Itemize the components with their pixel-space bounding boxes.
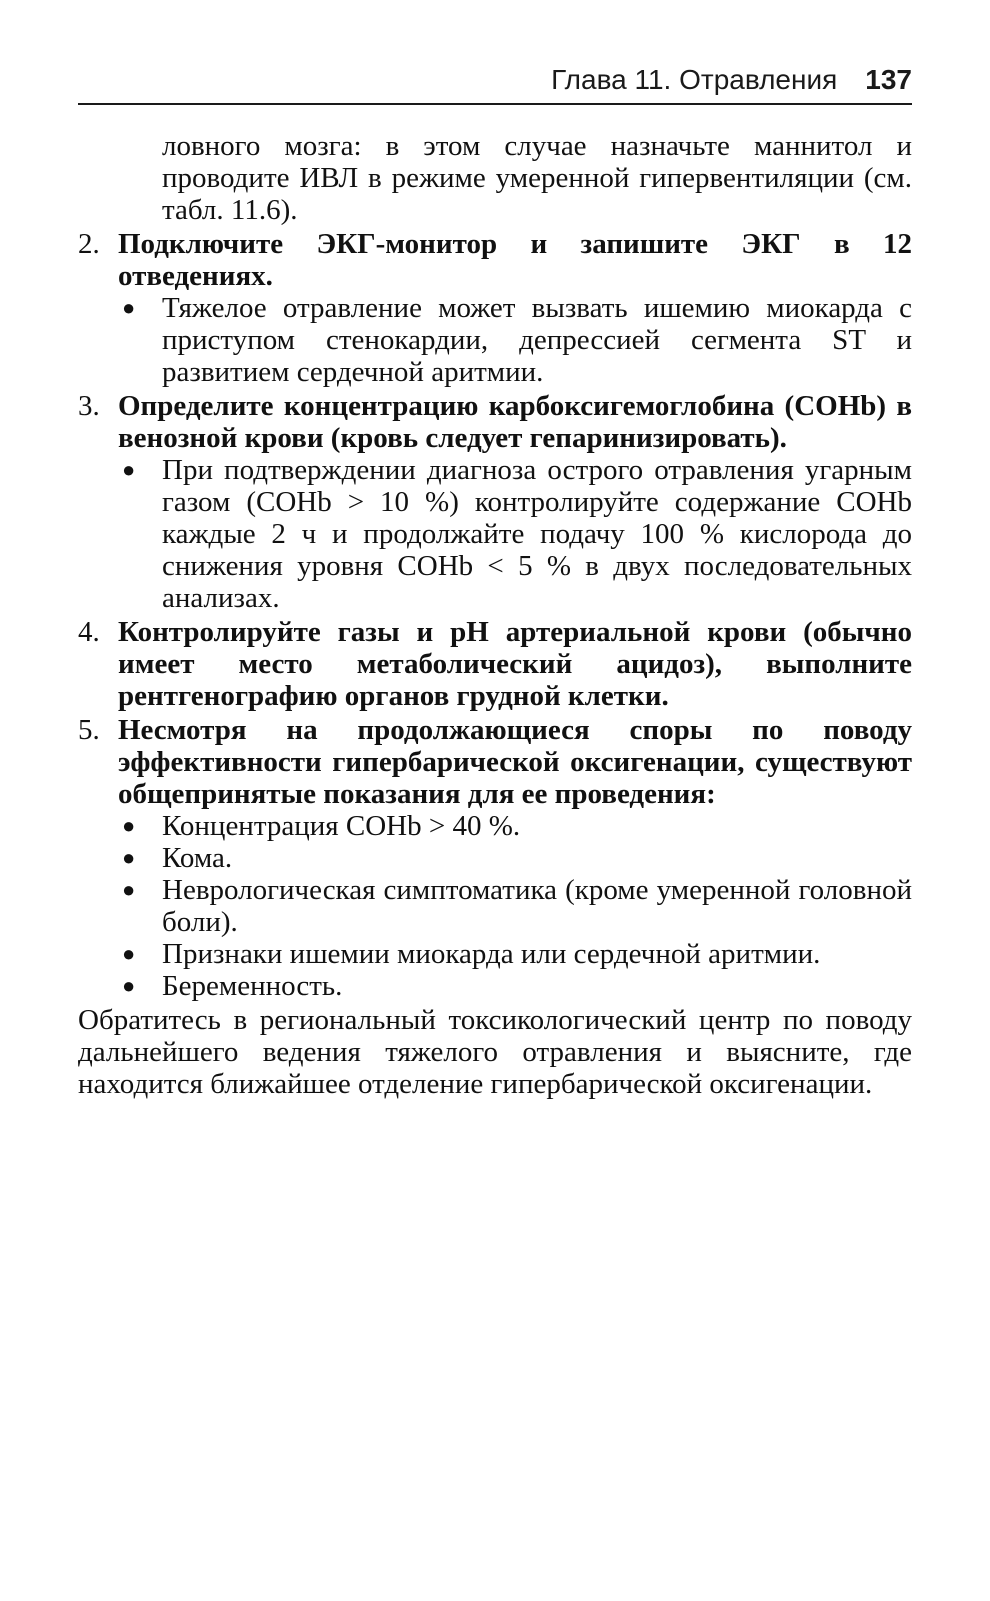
numbered-list [78, 228, 912, 1002]
bullet-list [118, 810, 912, 1002]
bullet-text: Неврологическая симптоматика (кроме умеренной головной боли). [162, 874, 912, 938]
bullet-text: Признаки ишемии миокарда или сердечной аритмии. [162, 938, 821, 970]
list-item-number: 3. [78, 390, 100, 422]
bullet-dot-icon: ● [122, 941, 136, 966]
list-item [78, 714, 912, 1002]
page-number: 137 [865, 64, 912, 95]
bullet-item [118, 842, 912, 874]
list-item-heading: Контролируйте газы и pH артериальной крови (обычно имеет место метаболический ацидоз), выполните рентгенографию органов грудной клетки. [118, 616, 912, 712]
bullet-item [118, 970, 912, 1002]
list-item-body [118, 714, 912, 1002]
bullet-item [118, 454, 912, 614]
bullet-dot-icon: ● [122, 813, 136, 838]
list-item-heading: Определите концентрацию карбоксигемоглобина (COHb) в венозной крови (кровь следует гепаринизировать). [118, 390, 912, 454]
list-item-heading: Несмотря на продолжающиеся споры по поводу эффективности гипербарической оксигенации, существуют общепринятые показания для ее проведения: [118, 714, 912, 810]
bullet-list [118, 454, 912, 614]
bullet-text: Кома. [162, 842, 233, 874]
bullet-text: Концентрация COHb > 40 %. [162, 810, 521, 842]
list-item-number: 4. [78, 616, 100, 648]
bullet-text: Беременность. [162, 970, 343, 1002]
bullet-dot-icon: ● [122, 845, 136, 870]
bullet-item [118, 292, 912, 388]
list-item-number: 5. [78, 714, 100, 746]
bullet-dot-icon: ● [122, 973, 136, 998]
bullet-dot-icon: ● [122, 877, 136, 902]
chapter-title: Глава 11. Отравления [551, 64, 838, 95]
bullet-text: При подтверждении диагноза острого отравления угарным газом (COHb > 10 %) контролируйте содержание COHb каждые 2 ч и продолжайте подачу 100 % кислорода до снижения уровня COHb < 5 % в двух последовательных анализах. [162, 454, 912, 614]
bullet-text: Тяжелое отравление может вызвать ишемию миокарда с приступом стенокардии, депрессией сегмента ST и развитием сердечной аритмии. [162, 292, 912, 388]
bullet-item [118, 874, 912, 938]
running-header [78, 62, 912, 98]
continuation-text: ловного мозга: в этом случае назначьте маннитол и проводите ИВЛ в режиме умеренной гипервентиляции (см. табл. 11.6). [162, 130, 912, 226]
bullet-item [118, 938, 912, 970]
closing-paragraph: Обратитесь в региональный токсикологический центр по поводу дальнейшего ведения тяжелого отравления и выясните, где находится ближайшее отделение гипербарической оксигенации. [78, 1004, 912, 1100]
list-item [78, 616, 912, 712]
bullet-list [118, 292, 912, 388]
bullet-dot-icon: ● [122, 295, 136, 320]
list-item-body [118, 616, 912, 712]
list-item-body [118, 390, 912, 614]
list-item-body [118, 228, 912, 388]
bullet-item [118, 810, 912, 842]
header-rule [78, 103, 912, 105]
page-body [78, 130, 912, 1100]
list-item [78, 390, 912, 614]
list-item-heading: Подключите ЭКГ-монитор и запишите ЭКГ в 12 отведениях. [118, 228, 912, 292]
list-item-number: 2. [78, 228, 100, 260]
list-item [78, 228, 912, 388]
bullet-dot-icon: ● [122, 457, 136, 482]
